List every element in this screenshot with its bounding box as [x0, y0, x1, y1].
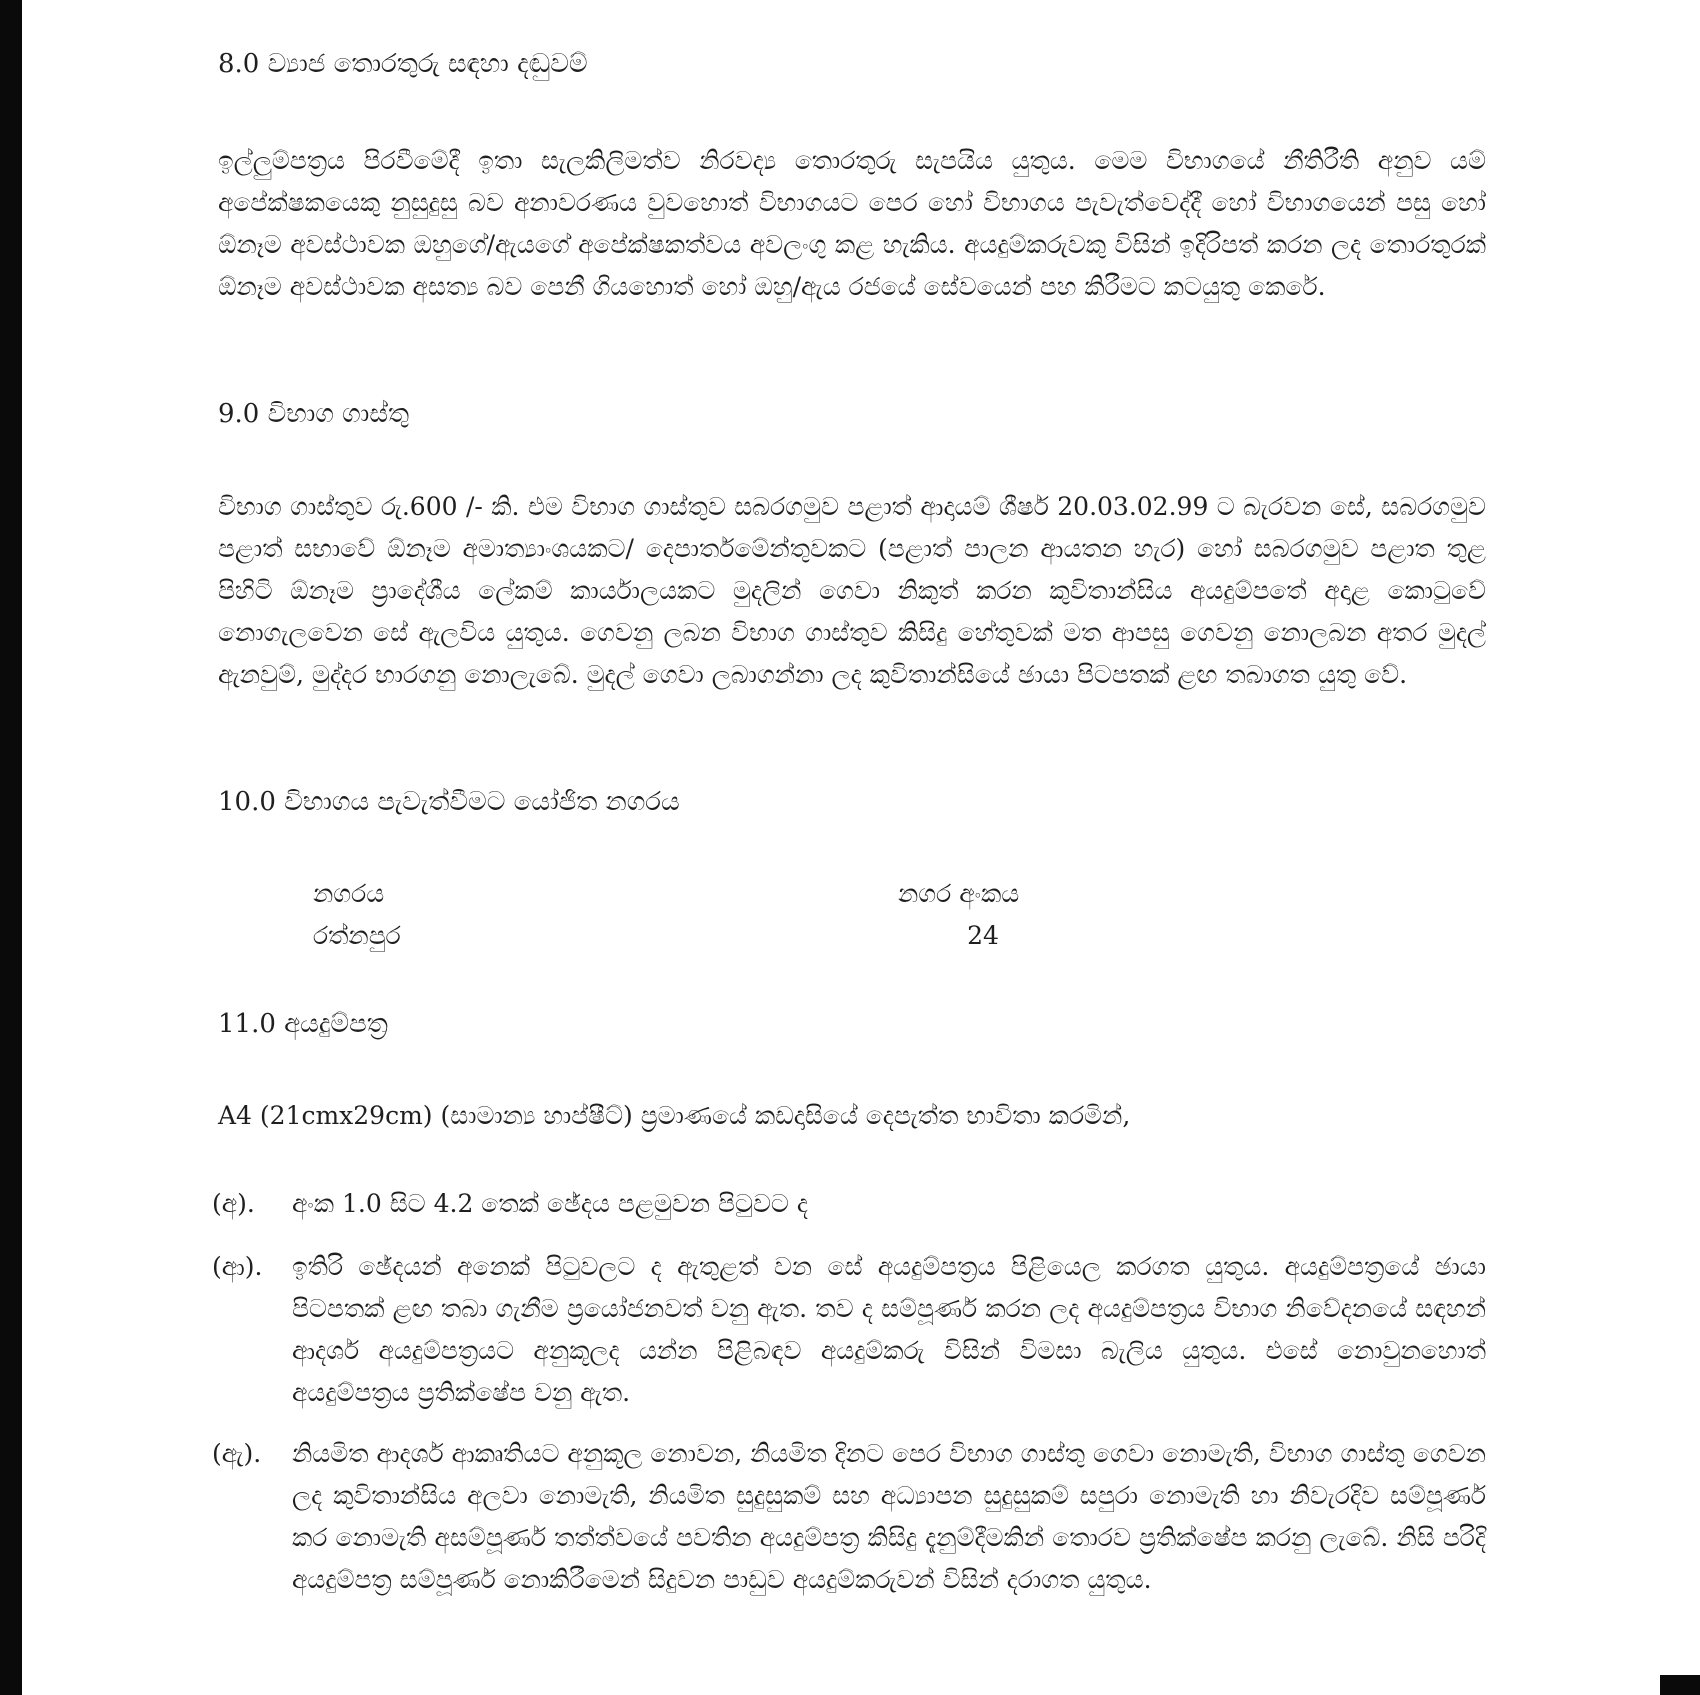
list-item-marker: (අ). [212, 1189, 255, 1218]
section-8-heading: 8.0 ව්‍යාජ තොරතුරු සඳහා දඬුවම් [218, 49, 588, 79]
list-item-text: ඉතිරි ඡේදයන් අනෙක් පිටුවලට ද ඇතුළත් වන සේ අයදුම්පත්‍රය පිළියෙල කරගත යුතුය. අයදුම්පත්‍රයේ ඡායා පිටපතක් ළඟ තබා ගැනීම ප්‍රයෝජනවත් වනු ඇත. තව ද සම්පූර්ණ කරන ලද අයදුම්පත්‍රය විභාග නිවේදනයේ සඳහන් ආදර්ශ අයදුම්පත්‍රයට අනුකූලද යන්න පිළිබඳව අයදුම්කරු විසින් විමසා බැලිය යුතුය. එසේ නොවුනහොත් අයදුම්පත්‍රය ප්‍රතික්ෂේප වනු ඇත. [292, 1252, 1486, 1407]
list-item-text: අංක 1.0 සිට 4.2 තෙක් ඡේදය පළමුවන පිටුවට ද [292, 1189, 808, 1218]
section-11-heading: 11.0 අයදුම්පත්‍ර [218, 1009, 388, 1039]
city-column-header: නගරය [313, 879, 385, 908]
section-11-intro: A4 (21cmx29cm) (සාමාන්‍ය හාප්ෂීට්) ප්‍රමාණයේ කඩදාසියේ දෙපැත්ත භාවිතා කරමින්, [218, 1101, 1131, 1130]
city-number-value: 24 [967, 921, 999, 950]
list-item-marker: (ආ). [212, 1252, 263, 1281]
scan-edge-corner [1660, 1675, 1700, 1695]
section-9-body: විභාග ගාස්තුව රු.600 /- කි. එම විභාග ගාස්තුව සබරගමුව පළාත් ආදායම් ශීර්ෂ 20.03.02.99 ට බැරවන සේ, සබරගමුව පළාත් සභාවේ ඕනෑම අමාත්‍යාංශයකට/ දෙපාර්තමේන්තුවකට (පළාත් පාලන ආයතන හැර) හෝ සබරගමුව පළාත තුළ පිහිටි ඕනෑම ප්‍රාදේශීය ලේකම් කාර්යාලයකට මුදලින් ගෙවා නිකුත් කරන කුවිතාන්සිය අයදුම්පතේ අදාළ කොටුවේ නොගැලවෙන සේ ඇලවිය යුතුය. ගෙවනු ලබන විභාග ගාස්තුව කිසිදු හේතුවක් මත ආපසු ගෙවනු නොලබන අතර මුදල් ඇනවුම්, මුද්දර භාරගනු නොලැබේ. මුදල් ගෙවා ලබාගන්නා ලද කුවිතාන්සියේ ඡායා පිටපතක් ළඟ තබාගත යුතු වේ. [218, 492, 1486, 689]
city-value: රත්නපුර [313, 921, 401, 950]
section-9-heading: 9.0 විභාග ගාස්තු [218, 399, 410, 429]
city-number-column-header: නගර අංකය [898, 879, 1020, 908]
section-8-body: ඉල්ලුම්පත්‍රය පිරවීමේදී ඉතා සැලකිලිමත්ව නිරවද්‍ය තොරතුරු සැපයිය යුතුය. මෙම විභාගයේ නීතිරීති අනුව යම් අපේක්ෂකයෙකු නුසුදුසු බව අනාවරණය වුවහොත් විභාගයට පෙර හෝ විභාගය පැවැත්වෙද්දී හෝ විභාගයෙන් පසු හෝ ඕනෑම අවස්ථාවක ඔහුගේ/ඇයගේ අපේක්ෂකත්වය අවලංගු කළ හැකිය. අයදුම්කරුවකු විසින් ඉදිරිපත් කරන ලද තොරතුරක් ඕනෑම අවස්ථාවක අසත්‍ය බව පෙනී ගියහොත් හෝ ඔහු/ඇය රජයේ සේවයෙන් පහ කිරීමට කටයුතු කෙරේ. [218, 146, 1486, 301]
list-item-text: නියමිත ආදර්ශ ආකෘතියට අනුකූල නොවන, නියමිත දිනට පෙර විභාග ගාස්තු ගෙවා නොමැති, විභාග ගාස්තු ගෙවන ලද කුවිතාන්සිය අලවා නොමැති, නියමිත සුදුසුකම් සහ අධ්‍යාපන සුදුසුකම් සපුරා නොමැති හා නිවැරදිව සම්පූර්ණ කර නොමැති අසම්පූර්ණ තත්ත්වයේ පවතින අයදුම්පත්‍ර කිසිදු දැනුම්දීමකින් තොරව ප්‍රතික්ෂේප කරනු ලැබේ. නිසි පරිදි අයදුම්පත්‍ර සම්පූර්ණ නොකිරීමෙන් සිදුවන පාඩුව අයදුම්කරුවන් විසින් දරාගත යුතුය. [292, 1439, 1486, 1594]
section-10-heading: 10.0 විභාගය පැවැත්වීමට යෝජිත නගරය [218, 787, 680, 817]
list-item-marker: (ඇ). [212, 1439, 262, 1468]
scan-edge-left [0, 0, 22, 1695]
